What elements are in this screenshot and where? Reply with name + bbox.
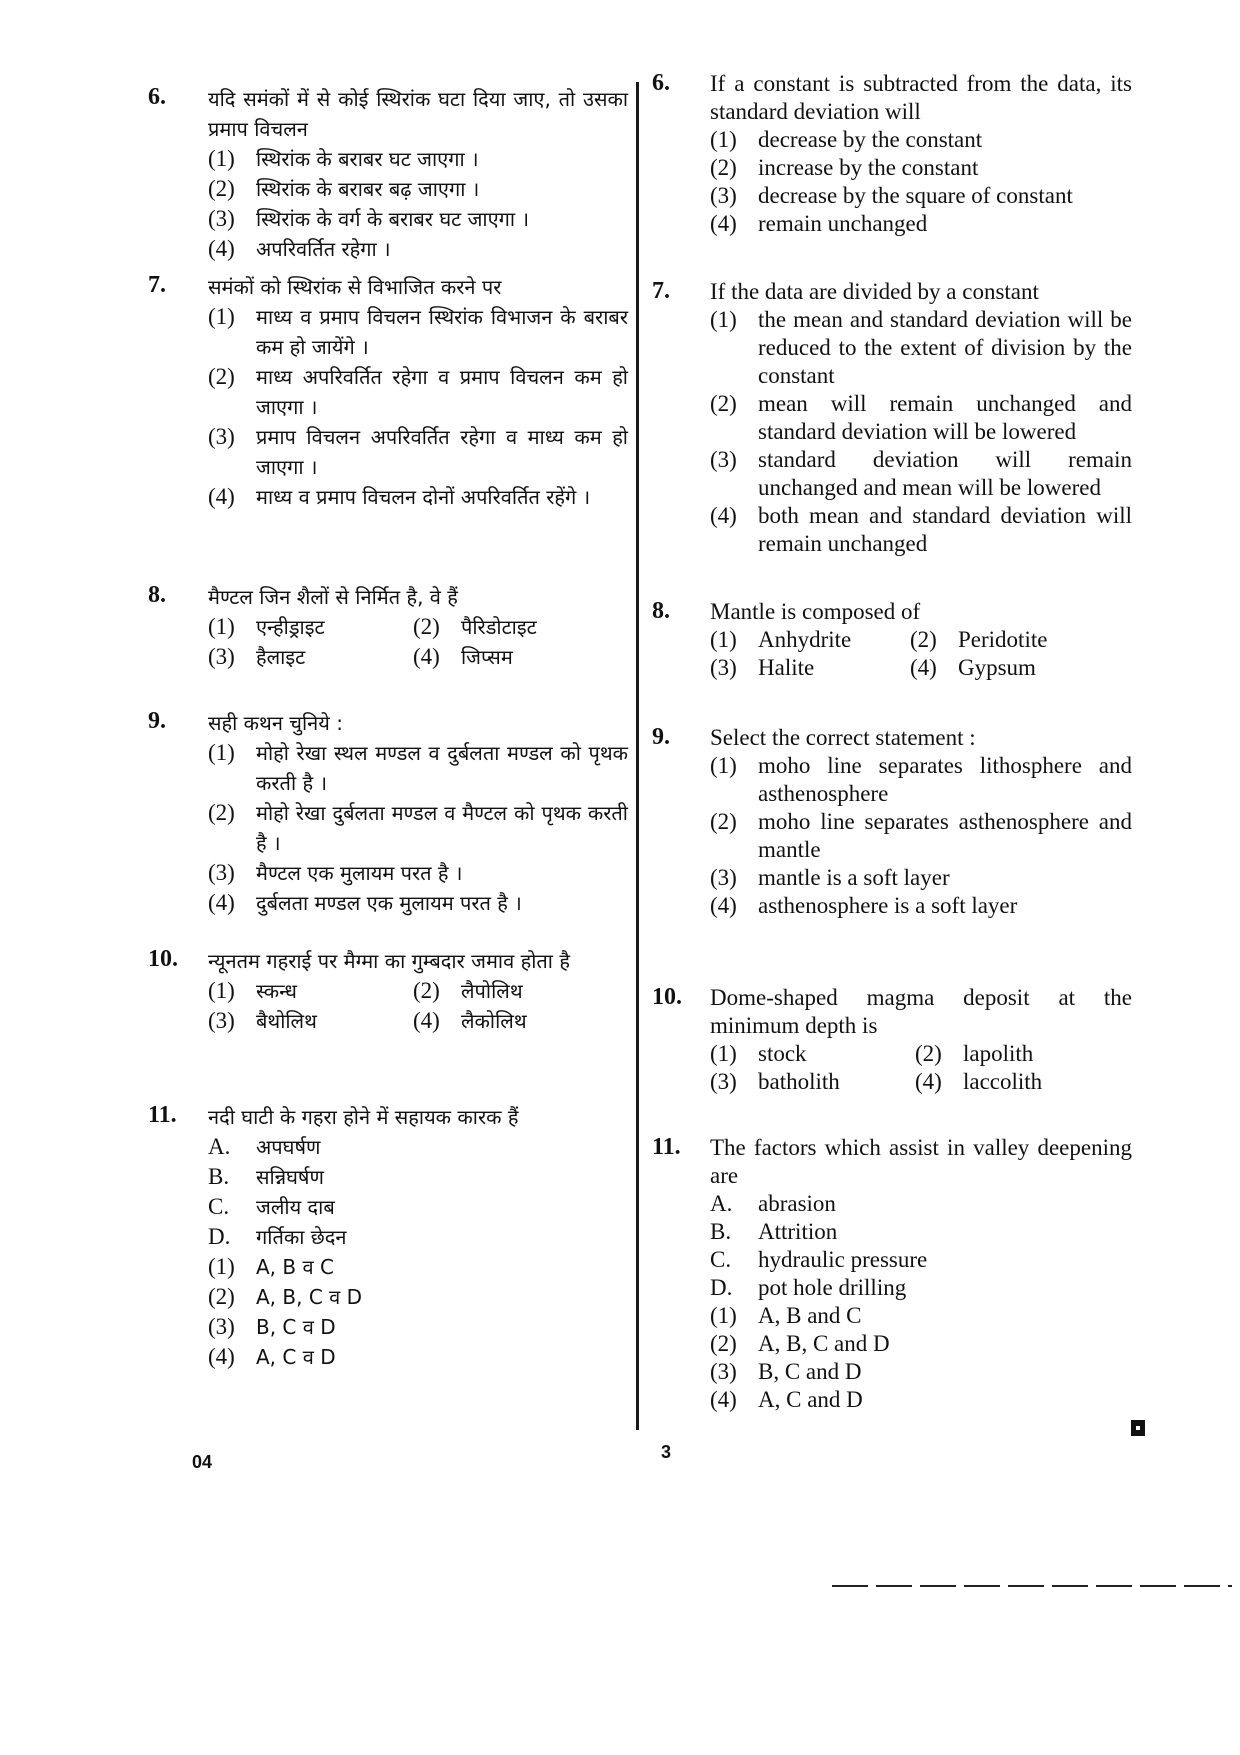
option-number: (4)	[710, 211, 737, 236]
option-1	[208, 612, 413, 642]
question-number: 8.	[148, 582, 166, 608]
question-number: 9.	[148, 708, 166, 734]
column-divider	[636, 82, 639, 1430]
option-number: (4)	[915, 1069, 942, 1094]
option-number: (1)	[208, 978, 235, 1003]
option-4	[710, 210, 1132, 238]
option-text: batholith	[758, 1069, 840, 1094]
question-10-english	[652, 984, 1132, 1134]
question-7-hindi	[148, 272, 628, 582]
option-number: (3)	[208, 206, 235, 231]
option-number: (4)	[413, 644, 440, 669]
item-label: A.	[710, 1191, 733, 1216]
option-1	[208, 976, 413, 1006]
option-text: both mean and standard deviation will remain unchanged	[758, 503, 1132, 556]
option-1	[710, 126, 1132, 154]
option-number: (3)	[208, 860, 235, 885]
option-number: (4)	[208, 890, 235, 915]
option-number: (4)	[910, 655, 937, 680]
question-stem: Select the correct statement :	[710, 725, 976, 750]
option-number: (2)	[710, 1331, 737, 1356]
option-text: पैरिडोटाइट	[461, 615, 537, 639]
option-text: A, B and C	[758, 1303, 862, 1328]
option-3	[710, 654, 910, 682]
item-text: जलीय दाब	[256, 1195, 335, 1219]
option-text: लैकोलिथ	[461, 1009, 527, 1033]
option-3	[710, 1358, 1132, 1386]
question-number: 6.	[652, 70, 670, 96]
question-stem: If the data are divided by a constant	[710, 279, 1039, 304]
option-number: (2)	[710, 809, 737, 834]
option-text: B, C व D	[256, 1315, 336, 1339]
option-3	[710, 446, 1132, 502]
option-number: (2)	[413, 614, 440, 639]
item-label: D.	[710, 1275, 733, 1300]
option-4	[915, 1068, 1115, 1096]
option-4	[413, 1006, 613, 1036]
option-number: (1)	[710, 1303, 737, 1328]
option-text: Halite	[758, 655, 815, 680]
option-number: (2)	[710, 391, 737, 416]
option-number: (4)	[208, 1344, 235, 1369]
item-text: pot hole drilling	[758, 1275, 907, 1300]
option-text: standard deviation will remain unchanged and mean will be lowered	[758, 447, 1132, 500]
option-1	[710, 306, 1132, 390]
option-4	[910, 654, 1110, 682]
item-text: गर्तिका छेदन	[256, 1225, 347, 1249]
question-6-english	[652, 70, 1132, 278]
question-stem: If a constant is subtracted from the data, its standard deviation will	[710, 71, 1132, 124]
option-number: (2)	[910, 627, 937, 652]
option-text: lapolith	[963, 1041, 1034, 1066]
question-9-hindi	[148, 708, 628, 946]
option-number: (4)	[710, 503, 737, 528]
option-text: स्थिरांक के वर्ग के बराबर घट जाएगा ।	[256, 207, 530, 231]
option-2	[208, 362, 628, 422]
question-number: 11.	[652, 1134, 681, 1160]
question-stem: यदि समंकों में से कोई स्थिरांक घटा दिया जाए, तो उसका प्रमाप विचलन	[208, 87, 628, 141]
item-text: Attrition	[758, 1219, 838, 1244]
option-3	[208, 642, 413, 672]
question-8-hindi	[148, 582, 628, 708]
question-stem: The factors which assist in valley deepening are	[710, 1135, 1132, 1188]
option-2	[710, 390, 1132, 446]
option-1	[710, 626, 910, 654]
option-text: asthenosphere is a soft layer	[758, 893, 1018, 918]
option-2	[710, 154, 1132, 182]
option-number: (1)	[208, 740, 235, 765]
question-number: 11.	[148, 1102, 177, 1128]
option-number: (4)	[413, 1008, 440, 1033]
option-4	[710, 502, 1132, 558]
option-3	[710, 1068, 915, 1096]
option-text: स्कन्ध	[256, 979, 297, 1003]
item-b	[208, 1162, 628, 1192]
option-number: (2)	[208, 364, 235, 389]
option-text: A, C व D	[256, 1345, 336, 1369]
option-number: (3)	[710, 865, 737, 890]
english-column	[652, 70, 1132, 1414]
question-stem: मैण्टल जिन शैलों से निर्मित है, वे हैं	[208, 585, 458, 609]
option-text: लैपोलिथ	[461, 979, 523, 1003]
right-page-number: 3	[661, 1442, 672, 1462]
question-9-english	[652, 724, 1132, 984]
item-label: C.	[208, 1194, 230, 1219]
item-text: hydraulic pressure	[758, 1247, 928, 1272]
option-3	[208, 1312, 628, 1342]
registration-square-mark	[1131, 1420, 1145, 1436]
option-text: mean will remain unchanged and standard deviation will be lowered	[758, 391, 1132, 444]
question-10-hindi	[148, 946, 628, 1102]
option-text: स्थिरांक के बराबर बढ़ जाएगा ।	[256, 177, 480, 201]
option-text: moho line separates lithosphere and asthenosphere	[758, 753, 1132, 806]
option-text: laccolith	[963, 1069, 1043, 1094]
option-number: (3)	[208, 424, 235, 449]
item-a	[208, 1132, 628, 1162]
question-number: 6.	[148, 84, 166, 110]
option-2	[208, 798, 628, 858]
item-label: B.	[208, 1164, 230, 1189]
item-d	[208, 1222, 628, 1252]
option-number: (2)	[208, 176, 235, 201]
option-number: (2)	[413, 978, 440, 1003]
question-stem: नदी घाटी के गहरा होने में सहायक कारक हैं	[208, 1105, 519, 1129]
option-number: (3)	[208, 644, 235, 669]
option-2	[208, 174, 628, 204]
item-text: abrasion	[758, 1191, 836, 1216]
option-3	[208, 858, 628, 888]
option-text: एन्हीड्राइट	[256, 615, 325, 639]
item-c	[208, 1192, 628, 1222]
option-number: (3)	[710, 655, 737, 680]
option-1	[208, 1252, 628, 1282]
dashed-rule	[832, 1585, 1232, 1587]
option-number: (1)	[710, 307, 737, 332]
option-2	[208, 1282, 628, 1312]
question-stem: Dome-shaped magma deposit at the minimum depth is	[710, 985, 1132, 1038]
option-text: B, C and D	[758, 1359, 862, 1384]
question-11-english	[652, 1134, 1132, 1414]
option-number: (1)	[710, 753, 737, 778]
option-number: (1)	[208, 614, 235, 639]
option-text: A, B व C	[256, 1255, 334, 1279]
option-1	[208, 302, 628, 362]
question-number: 9.	[652, 724, 670, 750]
question-11-hindi	[148, 1102, 628, 1372]
question-stem: सही कथन चुनिये :	[208, 711, 343, 735]
option-number: (2)	[915, 1041, 942, 1066]
option-text: A, C and D	[758, 1387, 863, 1412]
option-text: जिप्सम	[461, 645, 513, 669]
question-number: 10.	[148, 946, 178, 972]
question-number: 7.	[652, 278, 670, 304]
option-number: (1)	[710, 1041, 737, 1066]
option-4	[710, 1386, 1132, 1414]
option-number: (1)	[208, 1254, 235, 1279]
option-text: decrease by the square of constant	[758, 183, 1073, 208]
option-text: stock	[758, 1041, 807, 1066]
option-3	[208, 422, 628, 482]
option-3	[208, 204, 628, 234]
option-text: मैण्टल एक मुलायम परत है ।	[256, 861, 463, 885]
option-number: (1)	[208, 304, 235, 329]
option-text: Gypsum	[958, 655, 1036, 680]
question-stem: Mantle is composed of	[710, 599, 921, 624]
option-number: (3)	[710, 447, 737, 472]
option-4	[208, 1342, 628, 1372]
option-1	[208, 738, 628, 798]
option-4	[208, 888, 628, 918]
question-6-hindi	[148, 84, 628, 272]
item-c	[710, 1246, 1132, 1274]
option-3	[208, 1006, 413, 1036]
option-text: decrease by the constant	[758, 127, 983, 152]
question-8-english	[652, 598, 1132, 724]
option-number: (4)	[208, 484, 235, 509]
option-number: (3)	[208, 1314, 235, 1339]
option-2	[413, 976, 613, 1006]
option-number: (2)	[208, 1284, 235, 1309]
option-1	[208, 144, 628, 174]
option-2	[710, 1330, 1132, 1358]
option-number: (3)	[208, 1008, 235, 1033]
option-text: मोहो रेखा स्थल मण्डल व दुर्बलता मण्डल को पृथक करती है ।	[256, 741, 628, 795]
option-text: Anhydrite	[758, 627, 852, 652]
option-text: अपरिवर्तित रहेगा ।	[256, 237, 391, 261]
option-text: हैलाइट	[256, 645, 306, 669]
option-text: A, B, C and D	[758, 1331, 890, 1356]
question-stem: समंकों को स्थिरांक से विभाजित करने पर	[208, 275, 502, 299]
option-text: दुर्बलता मण्डल एक मुलायम परत है ।	[256, 891, 522, 915]
option-number: (4)	[710, 893, 737, 918]
option-number: (1)	[710, 627, 737, 652]
item-label: D.	[208, 1224, 231, 1249]
option-text: moho line separates asthenosphere and mantle	[758, 809, 1132, 862]
option-text: the mean and standard deviation will be reduced to the extent of division by the constant	[758, 307, 1132, 388]
option-text: माध्य व प्रमाप विचलन स्थिरांक विभाजन के बराबर कम हो जायेंगे ।	[256, 305, 628, 359]
option-text: बैथोलिथ	[256, 1009, 317, 1033]
option-number: (1)	[710, 127, 737, 152]
option-text: A, B, C व D	[256, 1285, 363, 1309]
option-text: स्थिरांक के बराबर घट जाएगा ।	[256, 147, 479, 171]
option-text: प्रमाप विचलन अपरिवर्तित रहेगा व माध्य कम हो जाएगा ।	[256, 425, 628, 479]
option-text: माध्य अपरिवर्तित रहेगा व प्रमाप विचलन कम हो जाएगा ।	[256, 365, 628, 419]
item-label: A.	[208, 1134, 231, 1159]
option-3	[710, 182, 1132, 210]
question-number: 8.	[652, 598, 670, 624]
question-7-english	[652, 278, 1132, 598]
option-number: (3)	[710, 183, 737, 208]
option-1	[710, 752, 1132, 808]
item-label: C.	[710, 1247, 732, 1272]
option-2	[413, 612, 613, 642]
option-number: (2)	[208, 800, 235, 825]
option-number: (3)	[710, 1359, 737, 1384]
item-a	[710, 1190, 1132, 1218]
option-text: माध्य व प्रमाप विचलन दोनों अपरिवर्तित रहेंगे ।	[256, 485, 591, 509]
option-2	[710, 808, 1132, 864]
option-2	[910, 626, 1110, 654]
option-3	[710, 864, 1132, 892]
option-text: Peridotite	[958, 627, 1048, 652]
option-number: (2)	[710, 155, 737, 180]
option-2	[915, 1040, 1115, 1068]
option-text: increase by the constant	[758, 155, 979, 180]
option-text: remain unchanged	[758, 211, 928, 236]
item-d	[710, 1274, 1132, 1302]
item-b	[710, 1218, 1132, 1246]
option-number: (4)	[710, 1387, 737, 1412]
left-page-number: 04	[192, 1452, 213, 1472]
option-text: मोहो रेखा दुर्बलता मण्डल व मैण्टल को पृथक करती है ।	[256, 801, 628, 855]
option-number: (3)	[710, 1069, 737, 1094]
question-number: 10.	[652, 984, 682, 1010]
question-stem: न्यूनतम गहराई पर मैग्मा का गुम्बदार जमाव होता है	[208, 949, 570, 973]
item-text: सन्निघर्षण	[256, 1165, 324, 1189]
item-label: B.	[710, 1219, 732, 1244]
option-4	[413, 642, 613, 672]
option-4	[208, 482, 628, 512]
option-4	[710, 892, 1132, 920]
option-1	[710, 1040, 915, 1068]
option-number: (1)	[208, 146, 235, 171]
hindi-column	[148, 84, 628, 1372]
option-4	[208, 234, 628, 264]
option-1	[710, 1302, 1132, 1330]
question-number: 7.	[148, 272, 166, 298]
option-number: (4)	[208, 236, 235, 261]
option-text: mantle is a soft layer	[758, 865, 950, 890]
item-text: अपघर्षण	[256, 1135, 321, 1159]
